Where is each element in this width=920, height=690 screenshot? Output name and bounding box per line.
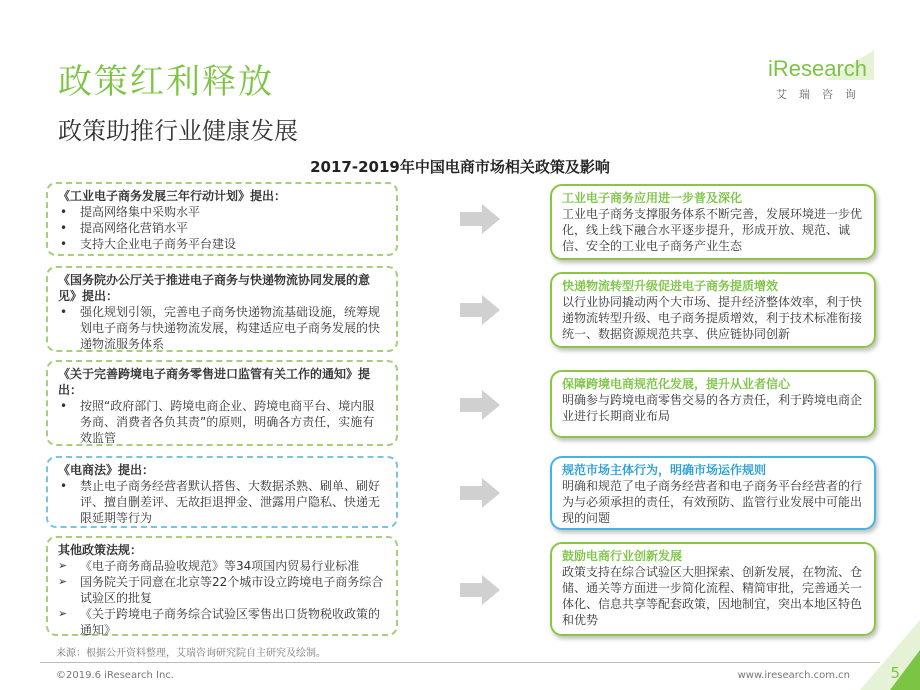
policy-head: 其他政策法规： — [58, 543, 143, 557]
source-note: 来源：根据公开资料整理，艾瑞咨询研究院自主研究及绘制。 — [56, 648, 326, 659]
website-link[interactable]: www.iresearch.com.cn — [737, 670, 850, 681]
impact-head: 规范市场主体行为，明确市场运作规则 — [562, 463, 767, 477]
impact-box-1 — [550, 184, 876, 260]
policy-head: 《工业电子商务发展三年行动计划》提出： — [58, 189, 287, 203]
policy-item: • 禁止电子商务经营者默认搭售、大数据杀熟、刷单、刷好评、擅自删差评、无故拒退押金、泄露用户隐私、快递无限延期等行为 — [58, 478, 386, 526]
impact-head: 保障跨境电商规范化发展，提升从业者信心 — [562, 377, 791, 391]
iresearch-logo — [756, 48, 876, 108]
policy-head: 《电商法》提出： — [58, 463, 155, 477]
logo-text: iResearch — [768, 56, 868, 81]
page-title: 政策红利释放 — [58, 62, 274, 102]
policy-item: • 支持大企业电子商务平台建设 — [58, 236, 386, 252]
right-arrow-icon — [460, 575, 500, 605]
page-number: 5 — [890, 664, 900, 682]
impact-body: 明确和规范了电子商务经营者和电子商务平台经营者的行为与必须承担的责任，有效预防、监管行业发展中可能出现的问题 — [562, 479, 863, 525]
right-arrow-icon — [460, 295, 500, 325]
logo-cn-text: 艾瑞咨询 — [776, 88, 868, 101]
impact-body: 工业电子商务支撑服务体系不断完善，发展环境进一步优化，线上线下融合水平逐步提升，形成开放、规范、诚信、安全的工业电子商务产业生态 — [562, 207, 863, 253]
policy-head: 《关于完善跨境电子商务零售进口监管有关工作的通知》提出： — [58, 367, 371, 397]
impact-body: 以行业协同撬动两个大市场、提升经济整体效率，利于快递物流转型升级、电子商务提质增效，利于技术标准衔接统一、数据资源规范共享、供应链协同创新 — [562, 295, 863, 341]
policy-item: • 提高网络集中采购水平 — [58, 204, 386, 220]
policy-item: ➢ 《关于跨境电子商务综合试验区零售出口货物税收政策的通知》 — [58, 606, 386, 638]
policy-item: • 按照“政府部门、跨境电商企业、跨境电商平台、境内服务商、消费者各负其责”的原则，明确各方责任，实施有效监管 — [58, 398, 386, 446]
policy-box-3 — [46, 360, 398, 446]
right-arrow-icon — [460, 478, 500, 508]
page-subtitle: 政策助推行业健康发展 — [58, 117, 298, 145]
policy-box-5 — [46, 536, 398, 636]
impact-head: 鼓励电商行业创新发展 — [562, 549, 683, 563]
policy-item: ➢ 《电子商务商品验收规范》等34项国内贸易行业标准 — [58, 558, 386, 574]
impact-box-5 — [550, 542, 876, 636]
policy-item: ➢ 国务院关于同意在北京等22个城市设立跨境电子商务综合试验区的批复 — [58, 574, 386, 606]
impact-box-3 — [550, 370, 876, 438]
policy-item: • 提高网络化营销水平 — [58, 220, 386, 236]
policy-head: 《国务院办公厅关于推进电子商务与快递物流协同发展的意见》提出： — [58, 273, 371, 303]
policy-box-2 — [46, 266, 398, 352]
policy-box-4 — [46, 456, 398, 528]
copyright: ©2019.6 iResearch Inc. — [56, 670, 174, 681]
right-arrow-icon — [460, 390, 500, 420]
right-arrow-icon — [460, 204, 500, 234]
footer-divider — [40, 662, 880, 663]
impact-body: 政策支持在综合试验区大胆探索、创新发展，在物流、仓储、通关等方面进一步简化流程、精简审批，完善通关一体化、信息共享等配套政策，因地制宜，突出本地区特色和优势 — [562, 565, 863, 627]
impact-box-4 — [550, 456, 876, 530]
impact-head: 工业电子商务应用进一步普及深化 — [562, 191, 743, 205]
impact-head: 快递物流转型升级促进电子商务提质增效 — [562, 279, 779, 293]
policy-item: • 强化规划引领，完善电子商务快递物流基础设施，统筹规划电子商务与快递物流发展，构建适应电子商务发展的快递物流服务体系 — [58, 304, 386, 352]
impact-body: 明确参与跨境电商零售交易的各方责任，利于跨境电商企业进行长期商业布局 — [562, 393, 863, 423]
policy-box-1 — [46, 182, 398, 256]
chart-title: 2017-2019年中国电商市场相关政策及影响 — [310, 158, 610, 176]
impact-box-2 — [550, 272, 876, 348]
